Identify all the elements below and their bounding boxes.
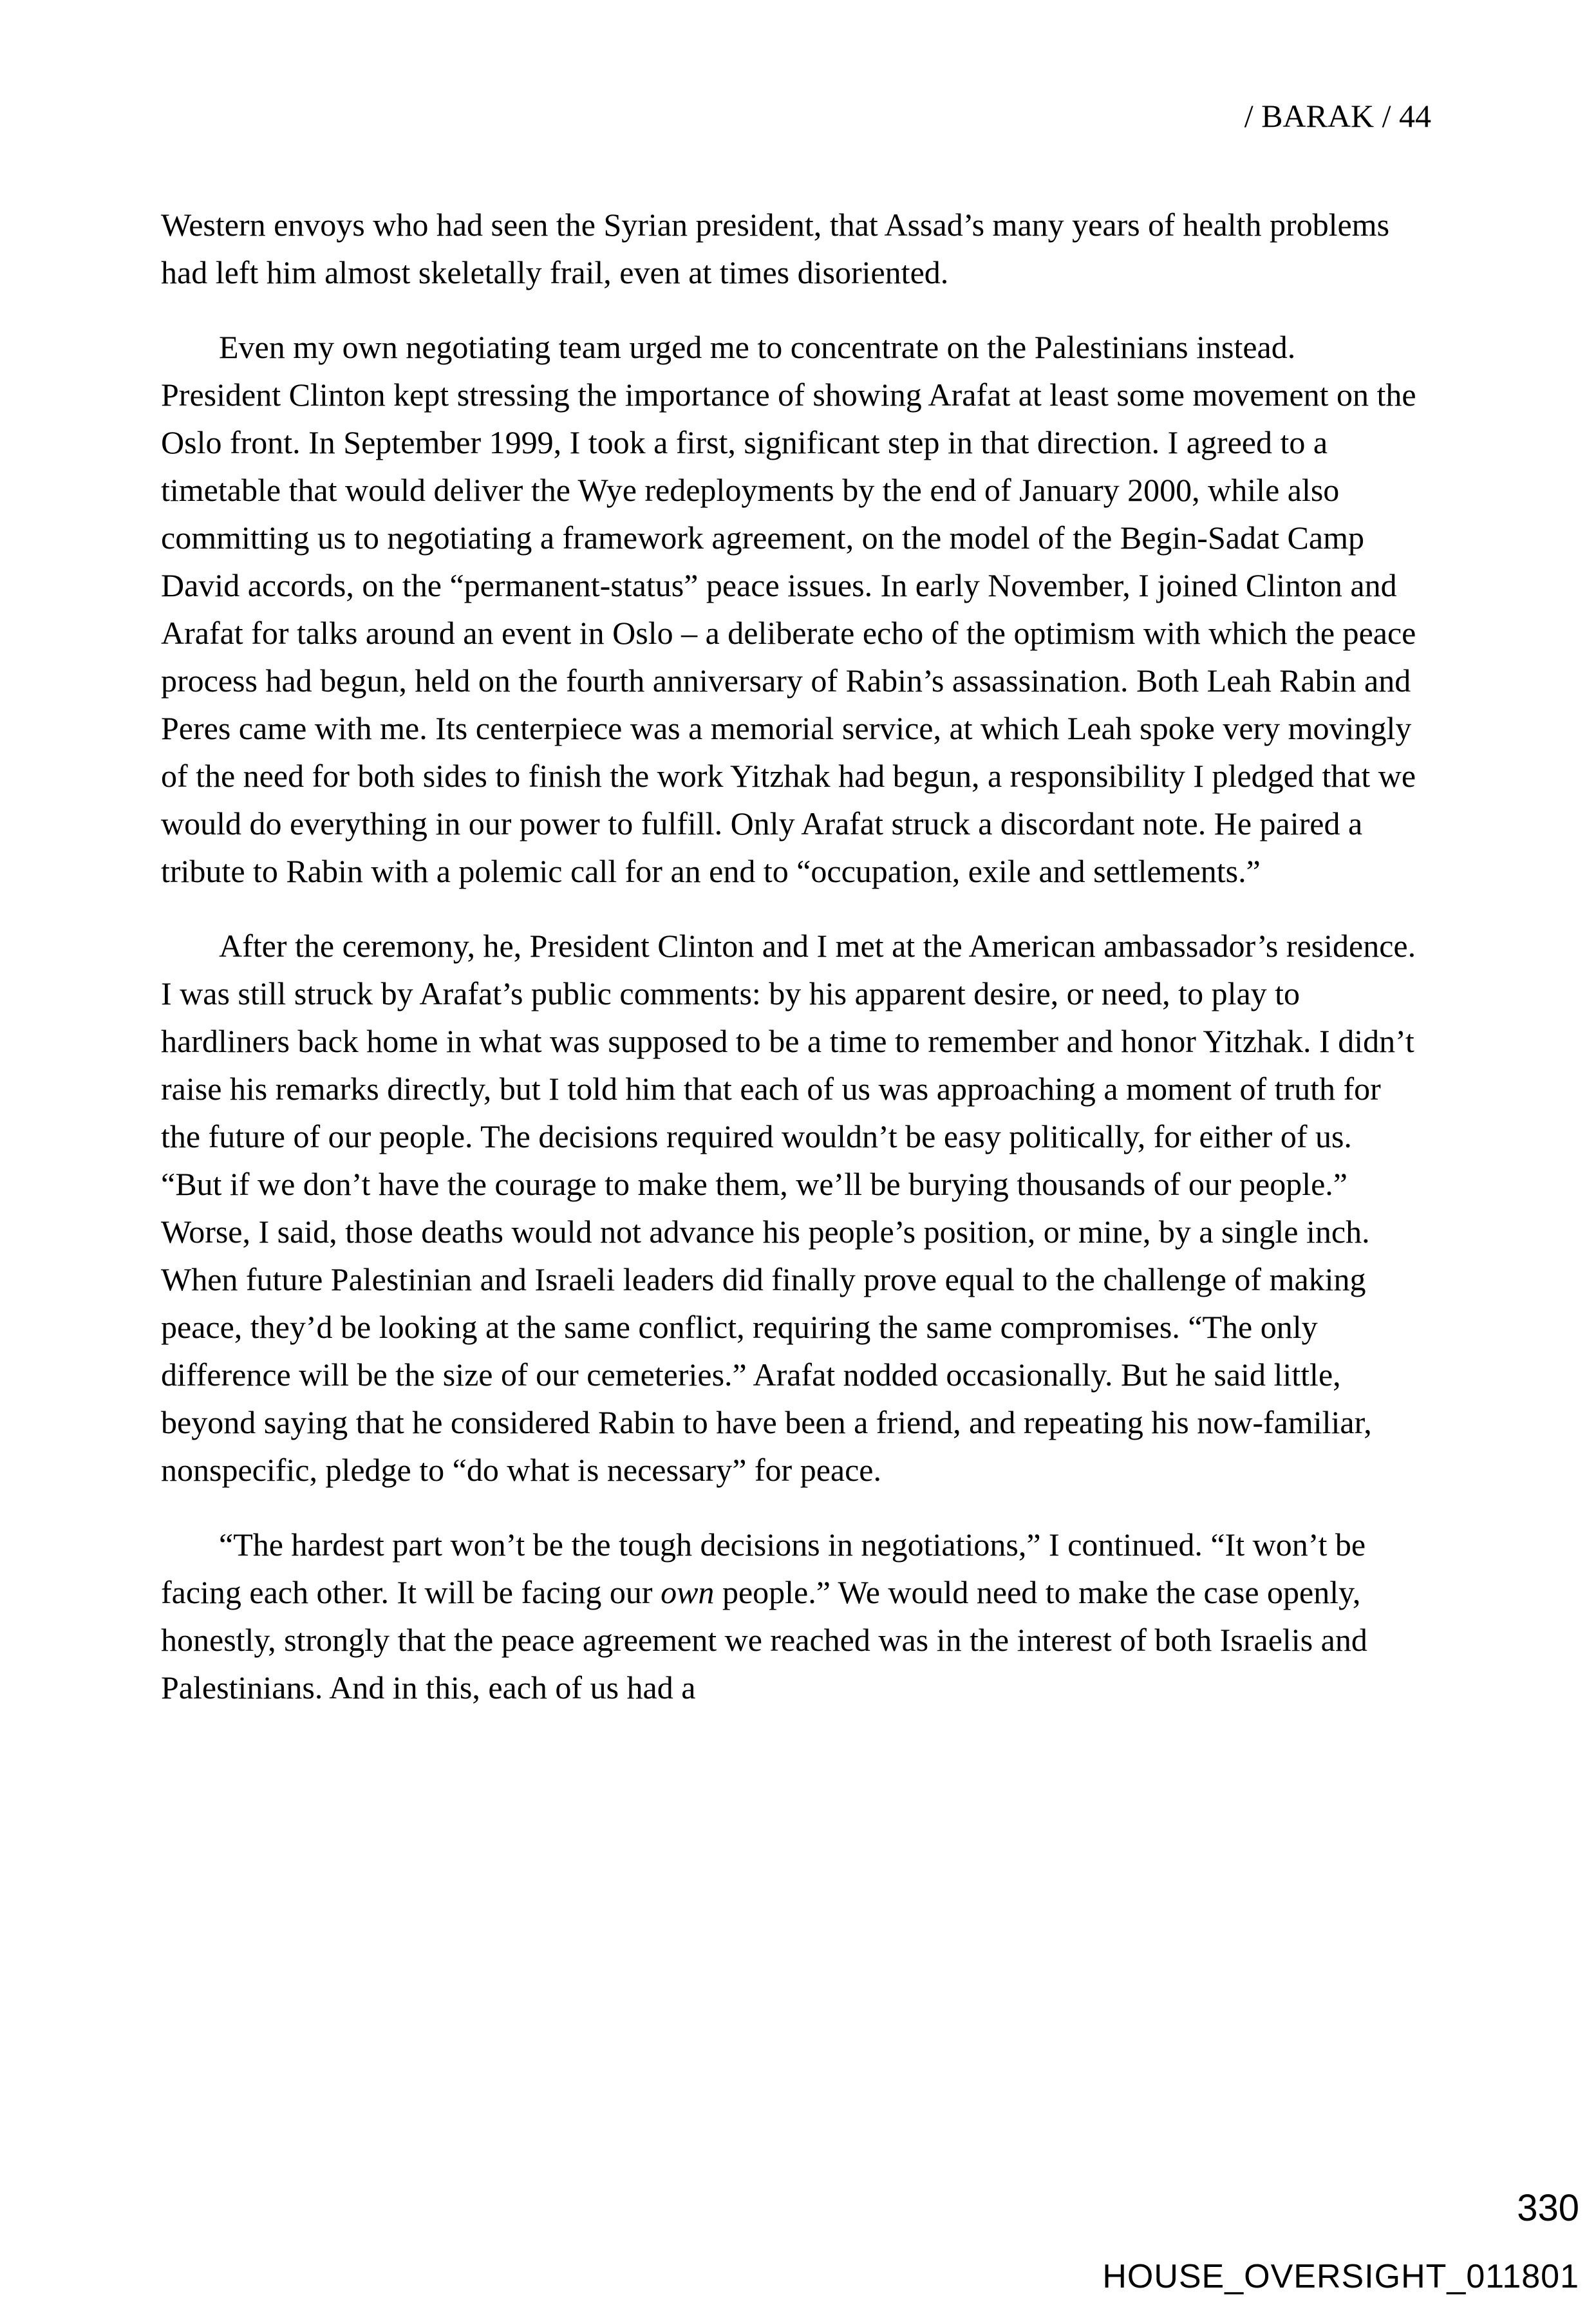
paragraph-1: Western envoys who had seen the Syrian president, that Assad’s many years of health problems had left him almost skeletally frail, even at times disoriented. [161, 207, 1390, 290]
paragraph-4-italic-word: own [661, 1574, 715, 1610]
paragraph-2: Even my own negotiating team urged me to concentrate on the Palestinians instead. President Clinton kept stressing the importance of showing Arafat at least some movement on the Oslo front. In September 1999, I took a first, significant step in that direction. I agreed to a timetable that would deliver the Wye redeployments by the end of January 2000, while also committing us to negotiating a framework agreement, on the model of the Begin-Sadat Camp David accords, on the “permanent-status” peace issues. In early November, I joined Clinton and Arafat for talks around an event in Oslo – a deliberate echo of the optimism with which the peace process had begun, held on the fourth anniversary of Rabin’s assassination. Both Leah Rabin and Peres came with me. Its centerpiece was a memorial service, at which Leah spoke very movingly of the need for both sides to finish the work Yitzhak had begun, a responsibility I pledged that we would do everything in our power to fulfill. Only Arafat struck a discordant note. He paired a tribute to Rabin with a polemic call for an end to “occupation, exile and settlements.” [161, 329, 1416, 889]
page-number: 330 [1517, 2187, 1579, 2229]
paragraph-4 [161, 1521, 1418, 1711]
bates-stamp: HOUSE_OVERSIGHT_011801 [1102, 2258, 1579, 2295]
paragraph-3: After the ceremony, he, President Clinton and I met at the American ambassador’s residence. I was still struck by Arafat’s public comments: by his apparent desire, or need, to play to hardliners back home in what was supposed to be a time to remember and honor Yitzhak. I didn’t raise his remarks directly, but I told him that each of us was approaching a moment of truth for the future of our people. The decisions required wouldn’t be easy politically, for either of us. “But if we don’t have the courage to make them, we’ll be burying thousands of our people.” Worse, I said, those deaths would not advance his people’s position, or mine, by a single inch. When future Palestinian and Israeli leaders did finally prove equal to the challenge of making peace, they’d be looking at the same conflict, requiring the same compromises. “The only difference will be the size of our cemeteries.” Arafat nodded occasionally. But he said little, beyond saying that he considered Rabin to have been a friend, and repeating his now-familiar, nonspecific, pledge to “do what is necessary” for peace. [161, 928, 1416, 1488]
paragraph-4-text-start: “The hardest part won’t be the tough decisions in negotiations,” I continued. “It won’t be facing each other. It will be facing our [161, 1527, 1366, 1610]
page-header: / BARAK / 44 [1244, 98, 1431, 134]
document-body [161, 201, 1418, 1711]
paragraph-4-text-end: people.” We would need to make the case openly, honestly, strongly that the peace agreement we reached was in the interest of both Israelis and Palestinians. And in this, each of us had a [161, 1574, 1367, 1706]
